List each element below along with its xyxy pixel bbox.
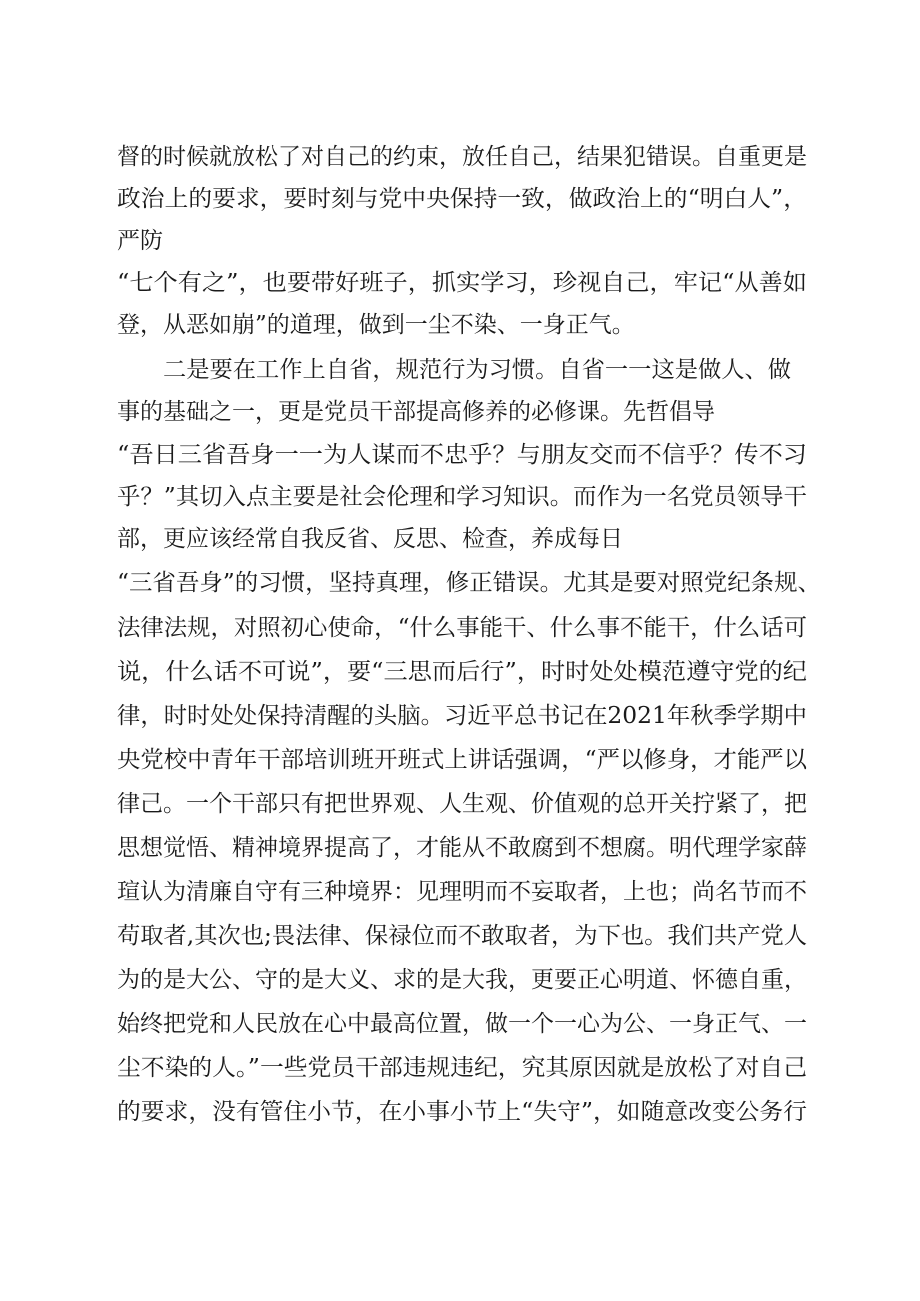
text-line: 思想觉悟、精神境界提高了，才能从不敢腐到不想腐。明代理学家薛	[117, 835, 807, 861]
text-line: 为的是大公、守的是大义、求的是大我，更要正心明道、怀德自重，	[117, 967, 807, 993]
text-line: 央党校中青年干部培训班开班式上讲话强调，“严以修身，才能严以	[117, 747, 807, 773]
text-line: 法律法规，对照初心使命，“什么事能干、什么事不能干，什么话可	[117, 615, 807, 641]
text-line: “七个有之”，也要带好班子，抓实学习，珍视自己，牢记“从善如	[117, 270, 807, 296]
text-line: 政治上的要求，要时刻与党中央保持一致，做政治上的“明白人”，	[117, 186, 807, 212]
text-line: 说，什么话不可说”，要“三思而后行”，时时处处模范遵守党的纪	[117, 659, 807, 685]
text-line: 的要求，没有管住小节，在小事小节上“失守”，如随意改变公务行	[117, 1099, 807, 1125]
text-line: 登，从恶如崩”的道理，做到一尘不染、一身正气。	[117, 312, 635, 338]
text-line: 始终把党和人民放在心中最高位置，做一个一心为公、一身正气、一	[117, 1011, 807, 1037]
text-line: 瑄认为清廉自守有三种境界：见理明而不妄取者，上也；尚名节而不	[117, 879, 807, 905]
paragraph-first-line: 二是要在工作上自省，规范行为习惯。自省一一这是做人、做	[163, 357, 792, 383]
text-line: 严防	[117, 228, 163, 254]
text-line: “吾日三省吾身一一为人谋而不忠乎？与朋友交而不信乎？传不习	[117, 442, 807, 468]
text-line: 律己。一个干部只有把世界观、人生观、价值观的总开关拧紧了，把	[117, 791, 807, 817]
text-line: 乎？”其切入点主要是社会伦理和学习知识。而作为一名党员领导干	[117, 484, 807, 510]
text-line: 苟取者,其次也;畏法律、保禄位而不敢取者，为下也。我们共产党人	[117, 923, 807, 949]
text-line: 律，时时处处保持清醒的头脑。习近平总书记在2021年秋季学期中	[117, 703, 807, 729]
text-line: 尘不染的人。”一些党员干部违规违纪，究其原因就是放松了对自己	[117, 1055, 807, 1081]
text-line: 部，更应该经常自我反省、反思、检查，养成每日	[117, 526, 623, 552]
text-line: “三省吾身”的习惯，坚持真理，修正错误。尤其是要对照党纪条规、	[117, 570, 821, 596]
text-line: 事的基础之一，更是党员干部提高修养的必修课。先哲倡导	[117, 399, 715, 425]
text-line: 督的时候就放松了对自己的约束，放任自己，结果犯错误。自重更是	[117, 144, 807, 170]
